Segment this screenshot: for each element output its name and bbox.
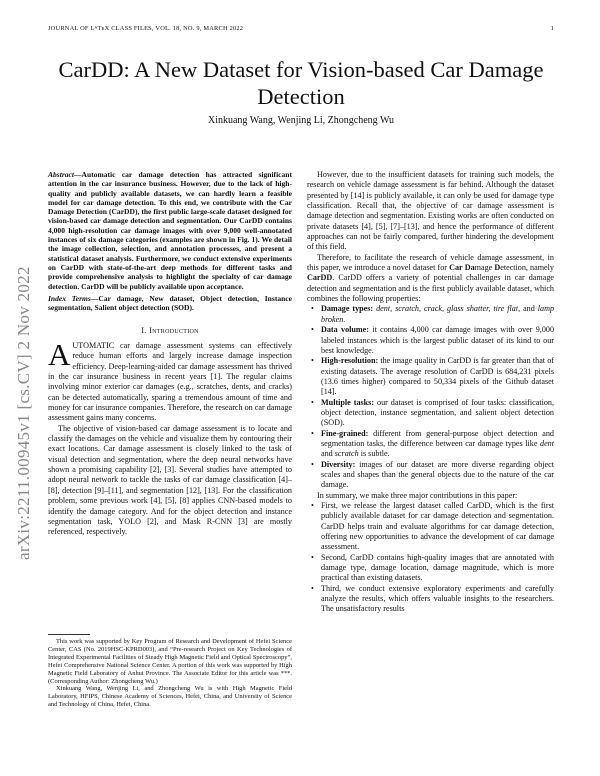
footnotes [48, 638, 292, 709]
running-header [48, 25, 554, 32]
property-label: Diversity: [321, 459, 356, 469]
property-label: Data volume: [321, 325, 369, 335]
author-list: Xinkuang Wang, Wenjing Li, Zhongcheng Wu [207, 115, 394, 126]
footnote-rule [48, 634, 90, 635]
bullet: • [311, 459, 314, 469]
bullet: • [311, 428, 314, 438]
abstract-text: Automatic car damage detection has attracted significant attention in the car insurance business. However, due to the lack of high-quality and publicly available datasets, we can hardly learn a feasible model for car damage detection. To this end, we contribute with the Car Damage Detection (CarDD), the first public large-scale dataset designed for vision-based car damage detection and segmentation. Our CarDD contains 4,000 high-resolution car damage images with over 9,000 well-annotated instances of six damage categories (examples are shown in Fig. 1). We detail the image collection, selection, and annotation processes, and present a statistical dataset analysis. Furthermore, we conduct extensive experiments on CarDD with state-of-the-art deep methods for different tasks and provide comprehensive analysis to highlight the specialty of car damage detection. CarDD will be publicly available upon acceptance. [48, 170, 292, 291]
section-number: I. [141, 326, 150, 335]
bullet: • [311, 583, 314, 593]
intro-paragraph-1-text: car damage assessment systems can effectively reduce human efforts and largely increase damage inspection efficiency. Deep-learning-aided car damage assessment has thrived in the car insurance business in recent years [1]. The regular claims involving minor exterior car damages (e.g., scratches, dents, and cracks) can be detected automatically, sparing a tremendous amount of time and money for car insurance companies. Therefore, the research on car damage assessment gains many concerns. [48, 341, 292, 423]
arxiv-stamp: arXiv:2211.00945v1 [cs.CV] 2 Nov 2022 [14, 266, 33, 560]
contribution-text: Third, we conduct extensive exploratory experiments and carefully analyze the results, which offers valuable insights to the researchers. The unsatisfactory results [321, 583, 554, 614]
intro-lead-word: UTOMATIC [72, 341, 115, 350]
property-item [307, 325, 554, 356]
text-run: Therefore, to facilitate the research of vehicle damage assessment, in this paper, we introduce a novel dataset for [307, 252, 554, 273]
property-item [307, 356, 554, 397]
property-text: is subtle. [358, 449, 390, 459]
property-text: and [321, 449, 335, 459]
property-list [307, 304, 554, 490]
abstract-label: Abstract— [48, 170, 82, 179]
index-terms [48, 294, 292, 313]
bullet: • [311, 325, 314, 335]
property-text: images of our dataset are more diverse regarding object scales and shapes than the general objects due to the nature of the car damage. [321, 459, 554, 490]
property-item [307, 304, 554, 325]
right-paragraph-1: However, due to the insufficient datasets for training such models, the research on vehicle damage assessment is far behind. Although the dataset presented by [14] is publicly available, it can only be used for damage type classification. Recall that, the objective of car damage assessment is damage detection and segmentation. Existing works are often conducted on private datasets [4], [5], [7]–[13], and hence the performance of different approaches can not be fairly compared, further hindering the development of this field. [307, 170, 554, 252]
property-label: Fine-grained: [321, 428, 369, 438]
bold-run: CarDD [307, 273, 333, 283]
bullet: • [311, 356, 314, 366]
bold-run: Da [464, 263, 475, 273]
bold-run: D [494, 263, 501, 273]
right-paragraph-2 [307, 253, 554, 305]
footnote-affiliation: Xinkuang Wang, Wenjing Li, and Zhongcheng Wu is with High Magnetic Field Laboratory, HFIPS, Chinese Academy of Sciences, Hefei, China, and University of Science and Technology of China, Hefei, China. [48, 685, 292, 709]
property-item [307, 460, 554, 491]
right-paragraph-3: In summary, we make three major contributions in this paper: [317, 490, 518, 500]
contribution-text: First, we release the largest dataset called CarDD, which is the first publicly available dataset for car damage detection and segmentation. CarDD helps train and evaluate algorithms for car damage detection, offering new opportunities to advance the development of car damage assessment. [321, 501, 554, 552]
footnote-funding: This work was supported by Key Program of Research and Development of Hefei Science Center, CAS (No. 2019HSC-KPRD003), and “Pre-research Project on Key Technologies of Integrated Experimental Facilities of Steady High Magnetic Field and Optical Spectroscopy”, Hefei Comprehensive National Science Center. A portion of this work was supported by High Magnetic Field Laboratory of Anhui Province. The Associate Editor for this article was ***. (Corresponding Author: Zhongcheng Wu.) [48, 638, 292, 685]
bullet: • [311, 397, 314, 407]
bullet: • [311, 552, 314, 562]
abstract [48, 170, 292, 291]
contribution-item [307, 553, 554, 584]
section-title: Introduction [149, 326, 199, 335]
contribution-item [307, 501, 554, 553]
journal-name: JOURNAL OF LᴬTᴇX CLASS FILES, VOL. 18, NO. 9, MARCH 2022 [48, 25, 244, 32]
property-text: the image quality in CarDD is far greater than that of existing datasets. The average resolution of CarDD is 684,231 pixels (13.6 times higher) compared to 50,334 pixels of the Github dataset [14]. [321, 356, 554, 397]
property-text: it contains 4,000 car damage images with over 9,000 labeled instances which is the largest public dataset of its kind to our best knowledge. [321, 325, 555, 355]
index-terms-text: —Car damage, New dataset, Object detection, Instance segmentation, Salient object detection (SOD). [48, 294, 292, 313]
property-item [307, 429, 554, 460]
property-italic: dent, scratch, crack, glass shatter, tire flat, [376, 304, 521, 314]
property-text: different from general-purpose object detection and segmentation tasks, the difference between car damage types like [321, 428, 554, 448]
bullet: • [311, 501, 314, 510]
page-number: 1 [550, 25, 554, 32]
text-run: etection, namely [500, 263, 554, 273]
paper-title: CarDD: A New Dataset for Vision-based Car Damage Detection [58, 57, 544, 109]
drop-cap: A [48, 337, 71, 372]
right-column [307, 170, 554, 615]
property-italic: dent [540, 438, 554, 448]
contribution-text: Second, CarDD contains high-quality images that are annotated with damage type, damage location, damage magnitude, which is more practical than existing datasets. [321, 552, 554, 583]
intro-paragraph-1 [48, 337, 292, 424]
property-italic: lamp broken [321, 304, 555, 324]
text-run: mage [474, 263, 495, 273]
property-label: High-resolution: [321, 356, 379, 366]
index-terms-label: Index Terms [48, 294, 91, 303]
property-label: Multiple tasks: [321, 397, 375, 407]
property-label: Damage types: [321, 304, 374, 314]
section-heading [48, 326, 292, 336]
property-text: . [343, 314, 346, 324]
bold-run: Car [449, 263, 463, 273]
intro-paragraph-2: The objective of vision-based car damage assessment is to locate and classify the damages on the vehicle and visualize them by contouring their exact locations. Car damage assessment is closely linked to the task of visual detection and segmentation, where the deep neural networks have shown a promising capability [2], [3]. Several studies have attempted to adopt neural network to tackle the tasks of car damage classification [4]–[8], detection [9]–[11], and segmentation [12], [13]. For the classification problem, some previous work [4], [5], [8] applies CNN-based models to identify the damage category. And for the object detection and instance segmentation task, YOLO [2], and Mask R-CNN [3] are mostly referenced, respectively. [48, 423, 292, 537]
contribution-item [307, 584, 554, 615]
text-run: . CarDD offers a variety of potential challenges in car damage detection and segmentation and is the first publicly available dataset, which combines the following properties: [307, 273, 554, 304]
intro-body [48, 337, 292, 538]
bullet: • [311, 304, 314, 314]
property-text: and [520, 304, 538, 314]
contribution-list [307, 501, 554, 615]
property-item [307, 398, 554, 429]
property-text: our dataset is comprised of four tasks: classification, object detection, instance segmentation, and salient object detection (SOD). [321, 397, 554, 428]
property-italic: scratch [334, 449, 359, 459]
